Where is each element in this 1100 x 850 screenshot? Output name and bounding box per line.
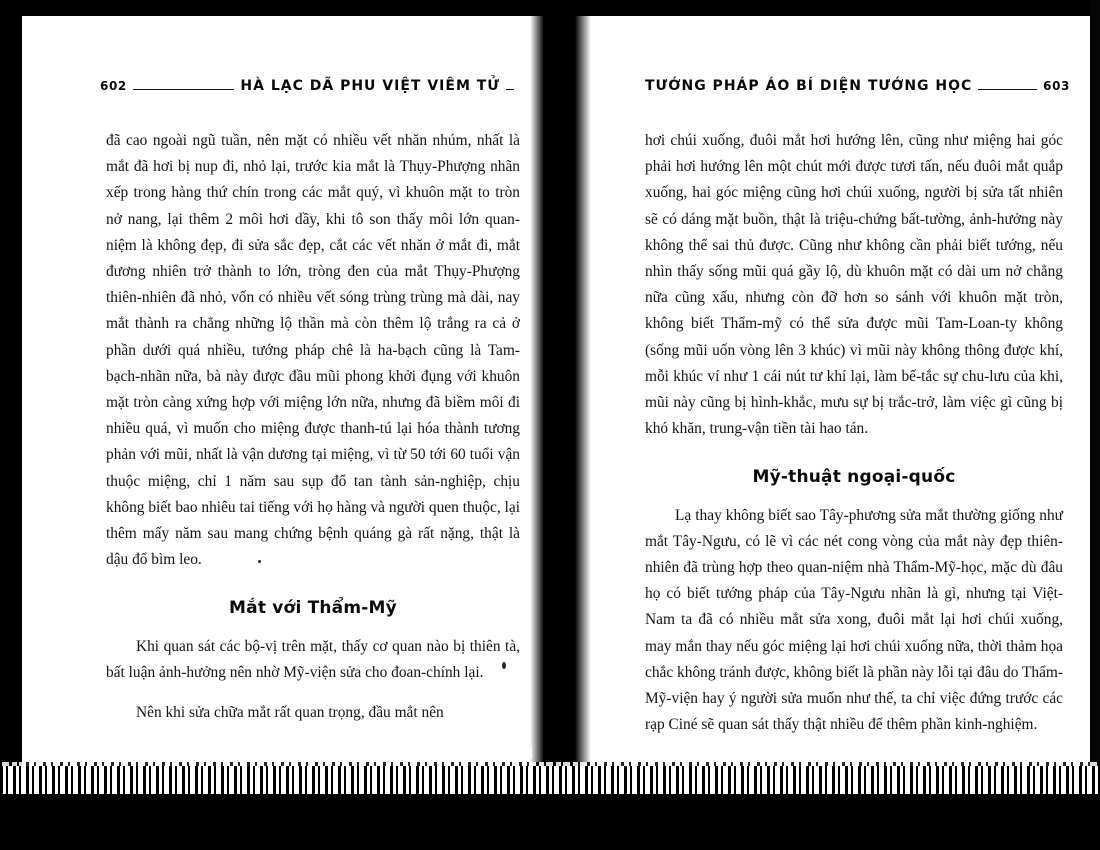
book-gutter-fade-left bbox=[530, 16, 544, 776]
left-page-running-title: HÀ LẠC DÃ PHU VIỆT VIÊM TỬ bbox=[240, 78, 500, 94]
right-page-folio: 603 bbox=[1043, 79, 1070, 93]
left-page-section-paragraph-1: Khi quan sát các bộ-vị trên mặt, thấy cơ quan nào bị thiên tà, bất luận ảnh-hưởng nên nhờ Mỹ-viện sửa cho đoan-chính lại. bbox=[106, 637, 520, 681]
right-page-section-heading: Mỹ-thuật ngoại-quốc bbox=[752, 467, 956, 488]
left-page-section-heading: Mắt với Thẩm-Mỹ bbox=[229, 598, 397, 619]
left-page-paragraph: đã cao ngoài ngũ tuần, nên mặt có nhiều vết nhăn nhúm, nhất là mắt đã hơi bị nup đi, nhỏ lại, trước kia mắt là Thụy-Phượng nhãn xếp trong hàng thứ chín trong các mắt quý, vì khuôn mặt to tròn nở nang, lại thêm 2 môi hơi dầy, khi tô son thấy môi lớn quan-niệm là không đẹp, đi sửa sắc đẹp, cắt các vết nhăn ở mắt đi, mắt đương nhiên trở thành to lớn, tròng đen của mắt Thụy-Phượng thiên-nhiên đã nhỏ, vốn có nhiều vết sóng trùng trùng mà dài, nay mắt thành ra chẳng những lộ thần mà còn thêm lộ trắng ra cả ở phần dưới quá nhiều, tướng pháp chê là ha-bạch cũng là Tam-bạch-nhãn nữa, bà này được đầu mũi phong khởi đụng với khuôn mặt tròn càng xứng hợp với miệng lớn nữa, nhưng đã biềm môi đi nhiều quá, vì muốn cho miệng được thanh-tú lại hóa thành tương phản với mũi, nhất là vận dương tại miệng, vì từ 50 tới 60 tuổi vận thuộc miệng, chỉ 1 năm sau sụp đổ tan tành sản-nghiệp, chịu không biết bao nhiêu tai tiếng với họ hàng và người quen thuộc, lại thêm mấy năm sau mang chứng bệnh quáng gà rất nặng, thật là dậu đổ bìm leo. bbox=[106, 132, 520, 569]
running-head-rule bbox=[133, 88, 235, 90]
left-page-body bbox=[106, 128, 520, 726]
scan-right-edge bbox=[1090, 0, 1100, 850]
left-page-section-paragraph-2: Nên khi sửa chữa mắt rất quan trọng, đầu mắt nên bbox=[136, 704, 444, 722]
scan-left-edge bbox=[0, 0, 22, 850]
paragraph-spacer bbox=[106, 686, 520, 700]
right-page-running-title: TƯỚNG PHÁP ÁO BÍ DIỆN TƯỚNG HỌC bbox=[645, 78, 973, 94]
scan-top-edge bbox=[0, 0, 1100, 16]
right-page-body bbox=[645, 128, 1063, 738]
right-page-section-paragraph-1: Lạ thay không biết sao Tây-phương sửa mắt thường giống như mắt Tây-Ngưu, có lẽ vì các nét cong vòng của mắt này đẹp thiên-nhiên đã trùng hợp theo quan-niệm nhà Thẩm-Mỹ-học, mặc dù đâu họ có biết tướng pháp của Tây-Ngưu nhãn là gì, nhưng tại Việt-Nam ta đã có nhiều mắt sửa xong, đuôi mắt lại hơi chúi xuống, may mắn thay nếu góc miệng lại hơi chúi xuống nữa, thời thảm họa chắc không tránh được, không biết là phần này lỗi tại đâu do Thẩm-Mỹ-viện hay ý người sửa muốn như thế, ta chỉ việc đứng trước các rạp Ciné sẽ quan sát thấy thật nhiều để thêm phần kinh-nghiệm. bbox=[645, 506, 1063, 734]
running-head-rule-tail bbox=[506, 88, 514, 90]
book-gutter-fade-right bbox=[575, 16, 591, 776]
scan-speck bbox=[502, 662, 506, 669]
scan-bottom-edge bbox=[0, 794, 1100, 850]
scan-speck bbox=[258, 560, 261, 563]
right-page-paragraph: hơi chúi xuống, đuôi mắt hơi hướng lên, cũng như miệng hai góc phải hơi hướng lên một chút mới được tươi tấn, nếu đuôi mắt quắp xuống, hai góc miệng cũng hơi chúi xuống, người bị sửa tất nhiên sẽ có dáng mặt buồn, thật là triệu-chứng bất-tường, ảnh-hưởng này không thể sai thủ được. Cũng như không cần phải biết tướng, nếu nhìn thấy sống mũi quá gầy lộ, dù khuôn mặt có dài um nở chẳng nữa cũng xấu, nhưng còn đỡ hơn so sánh với khuôn mặt tròn, không biết Thẩm-mỹ có thể sửa được mũi Tam-Loan-ty không (sống mũi uốn vòng lên 3 khúc) vì mũi này không thông được khí, mỗi khúc ví như 1 cái nút tư khí lại, làm bế-tắc sự chu-lưu của khi, mũi này cũng bị hình-khắc, mưu sự bị trắc-trở, làm việc gì cũng bị khó khăn, trung-vận tiền tài hao tán. bbox=[645, 132, 1063, 438]
left-page-running-head bbox=[100, 78, 520, 94]
left-page-folio: 602 bbox=[100, 79, 127, 93]
book-gutter-shadow bbox=[543, 16, 575, 776]
running-head-rule-right bbox=[978, 88, 1037, 90]
right-page-running-head bbox=[645, 78, 1070, 94]
